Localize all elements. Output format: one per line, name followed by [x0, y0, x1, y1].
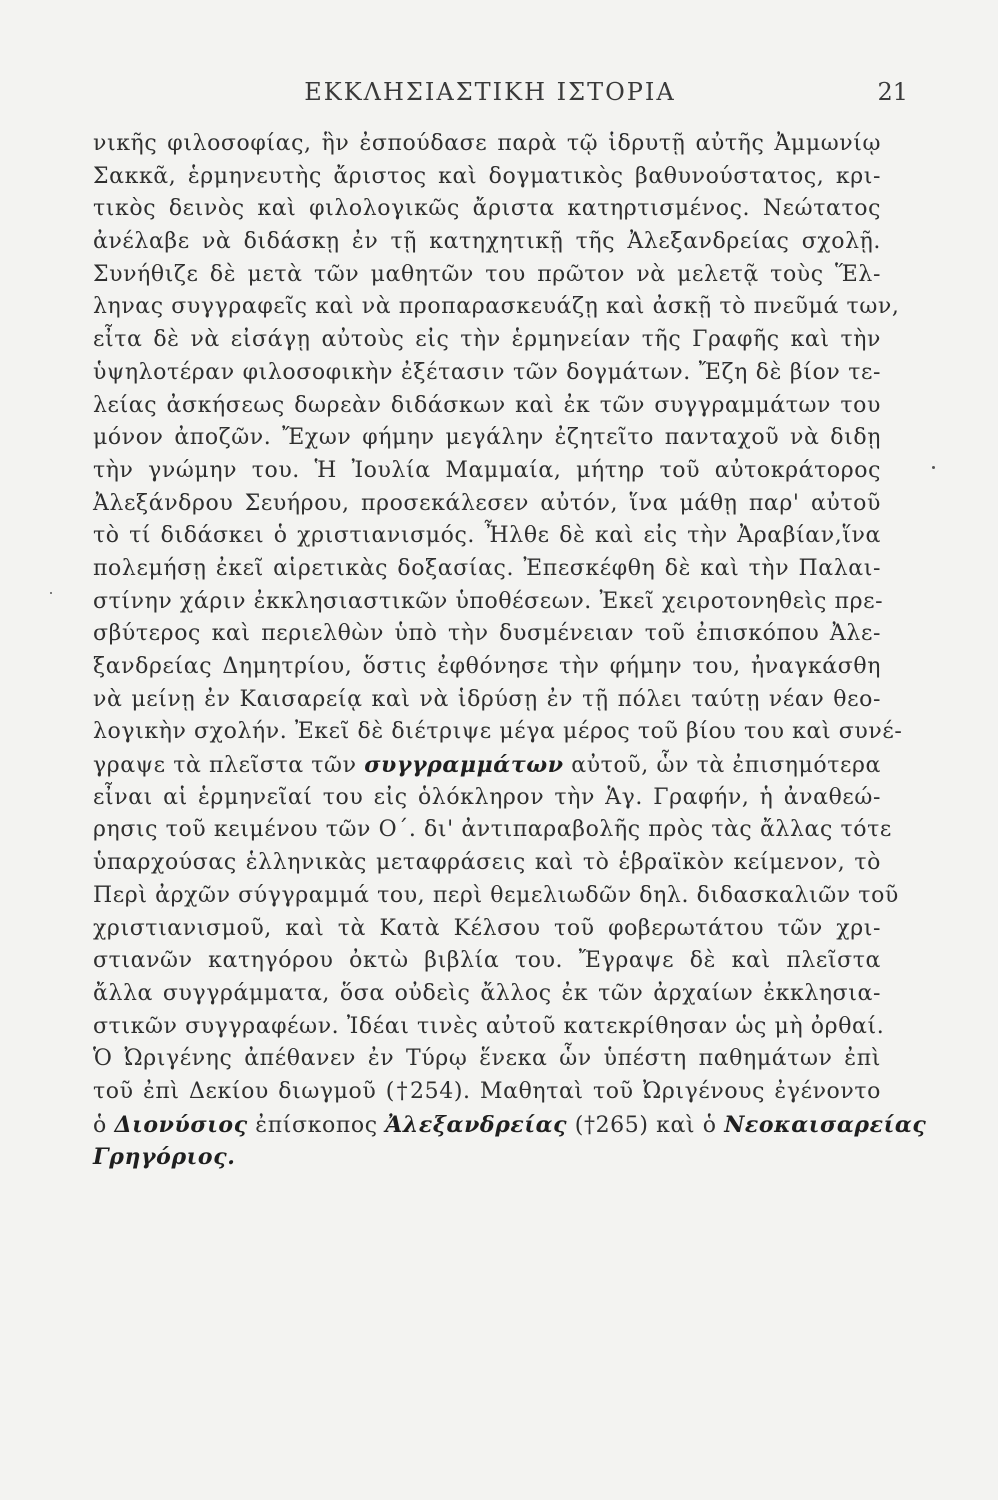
- text-line: ἀνέλαβε νὰ διδάσκῃ ἐν τῇ κατηχητικῇ τῆς Ἀλεξανδρείας σχολῇ.: [93, 229, 881, 255]
- text-line: εἶναι αἱ ἑρμηνεῖαί του εἰς ὁλόκληρον τὴν Ἁγ. Γραφήν, ἡ ἀναθεώ-: [93, 784, 881, 810]
- text-line: Ὁ Ὠριγένης ἀπέθανεν ἐν Τύρῳ ἕνεκα ὧν ὑπέστη παθημάτων ἐπὶ: [93, 1046, 881, 1072]
- text-line: νικῆς φιλοσοφίας, ἣν ἐσπούδασε παρὰ τῷ ἱδρυτῇ αὐτῆς Ἀμμωνίῳ: [93, 131, 881, 156]
- text-line: στίνην χάριν ἐκκλησιαστικῶν ὑποθέσεων. Ἐκεῖ χειροτονηθεὶς πρε-: [93, 588, 884, 614]
- text-line: στικῶν συγγραφέων. Ἰδέαι τινὲς αὐτοῦ κατεκρίθησαν ὡς μὴ ὀρθαί.: [93, 1013, 885, 1039]
- header-title: ΕΚΚΛΗΣΙΑΣΤΙΚΗ ΙΣΤΟΡΙΑ: [304, 78, 676, 106]
- text-line: γραψε τὰ πλεῖστα τῶν συγγραμμάτων αὐτοῦ, ὧν τὰ ἐπισημότερα: [93, 752, 881, 779]
- text-line: εἶτα δὲ νὰ εἰσάγῃ αὐτοὺς εἰς τὴν ἑρμηνείαν τῆς Γραφῆς καὶ τὴν: [93, 327, 881, 353]
- running-header: [90, 72, 908, 112]
- text-line: τὸ τί διδάσκει ὁ χριστιανισμός. Ἦλθε δὲ καὶ εἰς τὴν Ἀραβίαν,ἵνα: [93, 523, 881, 549]
- text-line: τοῦ ἐπὶ Δεκίου διωγμοῦ (†254). Μαθηταὶ τοῦ Ὠριγένους ἐγένοντο: [93, 1078, 881, 1104]
- text-line: λογικὴν σχολήν. Ἐκεῖ δὲ διέτριψε μέγα μέρος τοῦ βίου του καὶ συνέ-: [93, 719, 903, 745]
- text-line: Σακκᾶ, ἑρμηνευτὴς ἄριστος καὶ δογματικὸς βαθυνούστατος, κρι-: [93, 163, 881, 189]
- text-line: Ἀλεξάνδρου Σευήρου, προσεκάλεσεν αὐτόν, ἵνα μάθῃ παρ' αὐτοῦ: [93, 490, 881, 516]
- scan-speck: [50, 592, 52, 594]
- text-line: ξανδρείας Δημητρίου, ὅστις ἐφθόνησε τὴν φήμην του, ἠναγκάσθη: [93, 654, 881, 679]
- emphasized-term: Νεοκαισαρείας: [724, 1111, 927, 1138]
- text-line: νὰ μείνῃ ἐν Καισαρείᾳ καὶ νὰ ἱδρύσῃ ἐν τῇ πόλει ταύτῃ νέαν θεο-: [93, 686, 881, 712]
- text-line: ὑπαρχούσας ἑλληνικὰς μεταφράσεις καὶ τὸ ἑβραϊκὸν κείμενον, τὸ: [93, 850, 881, 876]
- text-line: στιανῶν κατηγόρου ὀκτὼ βιβλία του. Ἔγραψε δὲ καὶ πλεῖστα: [93, 948, 881, 974]
- text-line: ληνας συγγραφεῖς καὶ νὰ προπαρασκευάζῃ καὶ ἀσκῇ τὸ πνεῦμά των,: [93, 294, 900, 320]
- page-number: 21: [877, 78, 908, 106]
- text-line: ὁ Διονύσιος ἐπίσκοπος Ἀλεξανδρείας (†265) καὶ ὁ Νεοκαισαρείας: [93, 1111, 927, 1138]
- text-line: μόνον ἀποζῶν. Ἔχων φήμην μεγάλην ἐζητεῖτο πανταχοῦ νὰ διδῃ: [93, 425, 881, 451]
- text-line: Συνήθιζε δὲ μετὰ τῶν μαθητῶν του πρῶτον νὰ μελετᾷ τοὺς Ἕλ-: [93, 261, 881, 287]
- text-line: τικὸς δεινὸς καὶ φιλολογικῶς ἄριστα κατηρτισμένος. Νεώτατος: [93, 196, 881, 222]
- text-line: πολεμήσῃ ἐκεῖ αἱρετικὰς δοξασίας. Ἐπεσκέφθη δὲ καὶ τὴν Παλαι-: [93, 555, 881, 581]
- emphasized-term: συγγραμμάτων: [364, 752, 564, 779]
- body-text: [93, 128, 927, 1174]
- emphasized-term: Ἀλεξανδρείας: [385, 1111, 568, 1138]
- text-line: Περὶ ἀρχῶν σύγγραμμά του, περὶ θεμελιωδῶν δηλ. διδασκαλιῶν τοῦ: [93, 882, 899, 908]
- emphasized-term: Διονύσιος: [114, 1111, 248, 1138]
- text-line: ρησις τοῦ κειμένου τῶν Ο΄. δι' ἀντιπαραβολῆς πρὸς τὰς ἄλλας τότε: [93, 817, 892, 843]
- text-line: σβύτερος καὶ περιελθὼν ὑπὸ τὴν δυσμένειαν τοῦ ἐπισκόπου Ἀλε-: [93, 621, 881, 647]
- text-line: [93, 1141, 881, 1174]
- emphasized-term: Γρηγόριος.: [93, 1144, 236, 1171]
- text-line: λείας ἀσκήσεως δωρεὰν διδάσκων καὶ ἐκ τῶν συγγραμμάτων του: [93, 392, 881, 418]
- text-line: τὴν γνώμην του. Ἡ Ἰουλία Μαμμαία, μήτηρ τοῦ αὐτοκράτορος: [93, 457, 881, 483]
- text-line: ὑψηλοτέραν φιλοσοφικὴν ἐξέτασιν τῶν δογμάτων. Ἔζη δὲ βίον τε-: [93, 359, 881, 385]
- text-line: ἄλλα συγγράμματα, ὅσα οὐδεὶς ἄλλος ἐκ τῶν ἀρχαίων ἐκκλησια-: [93, 980, 881, 1006]
- scan-speck: [932, 466, 935, 469]
- text-line: χριστιανισμοῦ, καὶ τὰ Κατὰ Κέλσου τοῦ φοβερωτάτου τῶν χρι-: [93, 915, 881, 941]
